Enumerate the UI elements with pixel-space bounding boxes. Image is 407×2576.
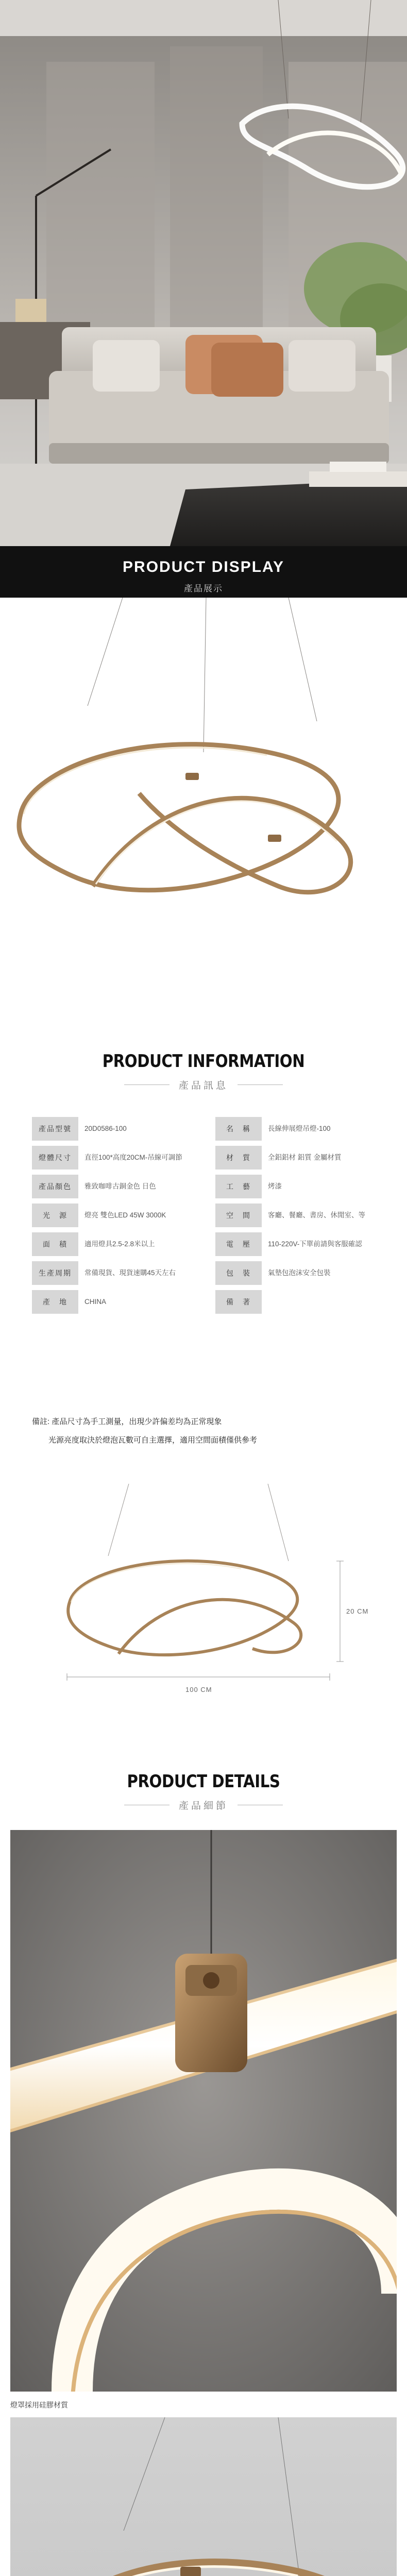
lampshade-closeup-illustration (10, 1830, 397, 2392)
spec-row (32, 1204, 389, 1227)
spec-value: 雅致咖啡古銅金色 日色 (84, 1182, 156, 1190)
spec-label: 產品顏色 (32, 1175, 78, 1198)
information-subtitle: 產品訊息 (178, 1080, 228, 1091)
note-line: 備註: 產品尺寸為手工測量，出現少許偏差均為正常現象 (32, 1417, 222, 1426)
spec-row (32, 1146, 389, 1170)
divider-line (124, 1084, 169, 1085)
spec-value: CHINA (84, 1298, 107, 1306)
spec-value: 常備現貨、現貨速購45天左右 (84, 1269, 176, 1277)
spec-row (32, 1261, 389, 1285)
details-subtitle-row (0, 1798, 407, 1812)
spec-value: 燈亮 雙色LED 45W 3000K (84, 1211, 166, 1219)
height-dimension-label: 20 CM (346, 1607, 369, 1615)
dimension-drawing (0, 1484, 407, 1721)
ring-closeup-illustration (10, 2417, 397, 2576)
hero-living-room-image (0, 0, 407, 546)
divider-line (238, 1084, 283, 1085)
display-title: PRODUCT DISPLAY (123, 558, 284, 575)
spec-notes (32, 1416, 393, 1453)
information-subtitle-row (0, 1078, 407, 1092)
spec-value: 長線伸展燈吊燈-100 (268, 1125, 331, 1132)
details-subtitle: 產品細節 (178, 1801, 228, 1811)
detail-photo-lampshade (10, 1830, 397, 2392)
details-heading (0, 1771, 407, 1812)
spec-value: 110-220V-下單前請與客服確認 (268, 1240, 362, 1248)
spec-label: 生產周期 (32, 1261, 78, 1285)
spec-value: 適用燈具2.5-2.8米以上 (84, 1240, 155, 1248)
information-title: PRODUCT INFORMATION (102, 1051, 305, 1072)
spec-table (32, 1117, 389, 1319)
spec-value: 客廳、餐廳、書房、休閒室、等 (268, 1211, 365, 1219)
product-display-banner (0, 546, 407, 598)
spec-label: 包 裝 (215, 1261, 262, 1285)
spec-label: 空 間 (215, 1204, 262, 1227)
spec-label: 光 源 (32, 1204, 78, 1227)
product-lamp-image (0, 598, 407, 999)
spec-row (32, 1232, 389, 1256)
spec-label: 材 質 (215, 1146, 262, 1170)
spec-label: 燈體尺寸 (32, 1146, 78, 1170)
spec-row (32, 1175, 389, 1198)
note-line: 光源亮度取決於燈泡瓦數可自主選擇，適用空間面積僅供參考 (48, 1436, 258, 1445)
spec-label: 名 稱 (215, 1117, 262, 1141)
detail-caption: 燈罩採用硅膠材質 (10, 2401, 68, 2409)
spec-label: 備 著 (215, 1290, 262, 1314)
hero-scene-illustration (0, 0, 407, 546)
spec-value: 20D0586-100 (84, 1125, 127, 1132)
spec-value: 烤漆 (268, 1182, 282, 1190)
display-subtitle: 產品展示 (184, 584, 223, 594)
spec-row (32, 1117, 389, 1141)
spec-label: 工 藝 (215, 1175, 262, 1198)
spec-value: 全鋁鋁材 鋁質 金屬材質 (268, 1154, 342, 1161)
information-heading (0, 1051, 407, 1092)
spec-label: 產品型號 (32, 1117, 78, 1141)
dimension-lamp-illustration (0, 1484, 407, 1721)
width-dimension-label: 100 CM (185, 1686, 212, 1693)
spec-row (32, 1290, 389, 1314)
detail-photo-ring (10, 2417, 397, 2576)
spec-label: 產 地 (32, 1290, 78, 1314)
spec-label: 面 積 (32, 1232, 78, 1256)
details-title: PRODUCT DETAILS (127, 1771, 280, 1792)
spec-value: 氣墊包泡沫安全包裝 (268, 1269, 331, 1277)
spec-value (262, 1290, 389, 1314)
spec-label: 電 壓 (215, 1232, 262, 1256)
lamp-illustration (0, 598, 407, 999)
spec-value: 直徑100*高度20CM-吊線可調節 (84, 1154, 182, 1161)
